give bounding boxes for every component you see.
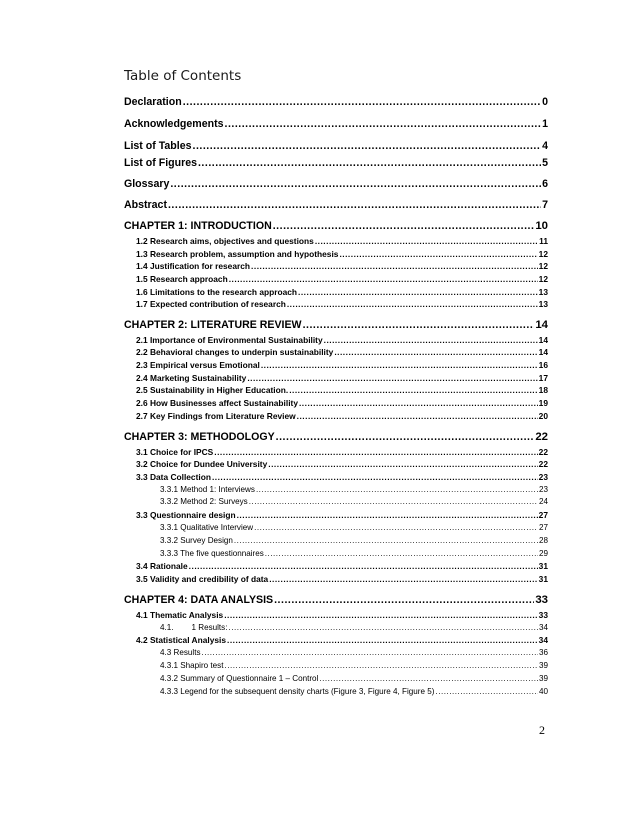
toc-entry-label: 1.7 Expected contribution of research	[136, 299, 286, 309]
toc-section-4-1[interactable]	[136, 610, 548, 620]
toc-entry-page: 0	[542, 96, 548, 108]
toc-entry-label: 2.3 Empirical versus Emotional	[136, 360, 260, 370]
toc-subsection-4-1-results[interactable]	[160, 623, 548, 632]
toc-entry-page: 17	[538, 373, 548, 383]
toc-entry-page: 27	[538, 510, 548, 520]
toc-entry-label: 3.3.2 Method 2: Surveys	[160, 497, 248, 506]
toc-leader	[225, 118, 542, 130]
toc-entry-label: CHAPTER 2: LITERATURE REVIEW	[124, 319, 302, 331]
toc-leader	[224, 661, 538, 670]
toc-entry-label: 3.5 Validity and credibility of data	[136, 574, 269, 584]
toc-section-4-2[interactable]	[136, 635, 548, 645]
toc-subsection-4-3-3[interactable]	[160, 687, 548, 696]
toc-entry-page: 14	[535, 319, 548, 331]
toc-entry-page: 33	[535, 594, 548, 606]
toc-leader	[193, 140, 542, 152]
toc-chapter-2[interactable]	[124, 319, 548, 331]
toc-entry-abstract[interactable]	[124, 199, 548, 211]
toc-entry-declaration[interactable]	[124, 96, 548, 108]
toc-entry-page: 4	[542, 140, 548, 152]
toc-entry-label: CHAPTER 4: DATA ANALYSIS	[124, 594, 274, 606]
toc-chapter-3[interactable]	[124, 431, 548, 443]
toc-leader	[202, 648, 538, 657]
toc-entry-label: 2.4 Marketing Sustainability	[136, 373, 247, 383]
toc-leader	[237, 510, 538, 520]
toc-leader	[315, 236, 538, 246]
toc-entry-label: 3.3.1 Qualitative Interview	[160, 523, 254, 532]
toc-entry-page: 22	[535, 431, 548, 443]
toc-subsection-3-3-2-survey[interactable]	[160, 536, 548, 545]
toc-leader	[189, 561, 538, 571]
toc-entry-page: 10	[535, 220, 548, 232]
toc-leader	[183, 96, 541, 108]
toc-section-1-2[interactable]	[136, 236, 548, 246]
toc-entry-label: 4.2 Statistical Analysis	[136, 635, 226, 645]
toc-entry-label: 1.6 Limitations to the research approach	[136, 287, 298, 297]
toc-entry-label: 3.1 Choice for IPCS	[136, 447, 214, 457]
toc-entry-page: 23	[538, 472, 548, 482]
toc-entry-label: 3.3 Data Collection	[136, 472, 211, 482]
toc-section-2-6[interactable]	[136, 398, 548, 408]
toc-leader	[273, 220, 535, 232]
toc-leader	[261, 360, 538, 370]
toc-entry-glossary[interactable]	[124, 178, 548, 190]
toc-subsection-4-3-1[interactable]	[160, 661, 548, 670]
toc-entry-label: 4.3.3 Legend for the subsequent density charts (Figure 3, Figure 4, Figure 5)	[160, 687, 435, 696]
toc-entry-label: 2.5 Sustainability in Higher Education.	[136, 385, 289, 395]
toc-entry-label: 2.7 Key Findings from Literature Review	[136, 411, 296, 421]
toc-entry-page: 31	[538, 561, 548, 571]
toc-entry-page: 11	[539, 236, 548, 246]
toc-entry-label: 2.6 How Businesses affect Sustainability	[136, 398, 298, 408]
toc-section-3-3[interactable]	[136, 472, 548, 482]
toc-entry-label: 3.2 Choice for Dundee University	[136, 459, 268, 469]
toc-entry-label: 4.3.1 Shapiro test	[160, 661, 224, 670]
toc-section-1-4[interactable]	[136, 261, 548, 271]
toc-leader	[214, 447, 537, 457]
toc-entry-page: 12	[538, 261, 548, 271]
toc-entry-label: Glossary	[124, 178, 170, 190]
toc-section-2-3[interactable]	[136, 360, 548, 370]
toc-entry-acknowledgements[interactable]	[124, 118, 548, 130]
toc-entry-label: 3.3.3 The five questionnaires	[160, 549, 264, 558]
toc-title: Table of Contents	[124, 68, 242, 84]
toc-entry-page: 6	[542, 178, 548, 190]
toc-entry-label: List of Figures	[124, 157, 197, 169]
toc-entry-label: 4.3 Results	[160, 648, 201, 657]
toc-section-2-4[interactable]	[136, 373, 548, 383]
toc-subsection-3-3-1[interactable]	[160, 485, 548, 494]
toc-entry-page: 40	[538, 687, 548, 696]
toc-entry-page: 14	[538, 335, 548, 345]
toc-subsection-3-3-2[interactable]	[160, 497, 548, 506]
toc-entry-page: 22	[538, 459, 548, 469]
toc-entry-label: 3.3.1 Method 1: Interviews	[160, 485, 255, 494]
toc-chapter-1[interactable]	[124, 220, 548, 232]
toc-entry-page: 12	[538, 249, 548, 259]
toc-entry-label: 3.4 Rationale	[136, 561, 188, 571]
toc-leader	[435, 687, 538, 696]
toc-entry-page: 13	[538, 287, 548, 297]
toc-entry-page: 1	[542, 118, 548, 130]
toc-leader	[198, 157, 541, 169]
toc-section-3-3-questionnaire[interactable]	[136, 510, 548, 520]
toc-section-3-5[interactable]	[136, 574, 548, 584]
toc-section-3-1[interactable]	[136, 447, 548, 457]
toc-section-2-1[interactable]	[136, 335, 548, 345]
toc-entry-page: 18	[538, 385, 548, 395]
toc-leader	[228, 623, 538, 632]
toc-entry-list-of-tables[interactable]	[124, 140, 548, 152]
toc-leader	[274, 594, 534, 606]
toc-leader	[276, 431, 535, 443]
toc-section-2-7[interactable]	[136, 411, 548, 421]
toc-section-2-2[interactable]	[136, 347, 548, 357]
toc-section-3-4[interactable]	[136, 561, 548, 571]
toc-leader	[265, 549, 538, 558]
toc-leader	[324, 335, 538, 345]
toc-leader	[229, 274, 538, 284]
toc-entry-label: 3.3 Questionnaire design	[136, 510, 236, 520]
toc-leader	[269, 574, 537, 584]
toc-entry-page: 20	[538, 411, 548, 421]
toc-entry-label: Acknowledgements	[124, 118, 224, 130]
toc-entry-page: 24	[538, 497, 548, 506]
toc-entry-label: 1.5 Research approach	[136, 274, 228, 284]
toc-entry-label: CHAPTER 1: INTRODUCTION	[124, 220, 272, 232]
toc-entry-page: 22	[538, 447, 548, 457]
toc-leader	[249, 497, 538, 506]
toc-entry-page: 39	[538, 661, 548, 670]
toc-leader	[224, 610, 537, 620]
toc-entry-label: 1.4 Justification for research	[136, 261, 251, 271]
toc-entry-label: CHAPTER 3: METHODOLOGY	[124, 431, 275, 443]
toc-leader	[303, 319, 535, 331]
toc-section-1-5[interactable]	[136, 274, 548, 284]
toc-entry-label: Declaration	[124, 96, 182, 108]
toc-leader	[339, 249, 537, 259]
page-number: 2	[539, 723, 545, 737]
toc-entry-label: Abstract	[124, 199, 167, 211]
toc-entry-label: 3.3.2 Survey Design	[160, 536, 233, 545]
toc-leader	[334, 347, 537, 357]
toc-section-1-3[interactable]	[136, 249, 548, 259]
toc-entry-page: 5	[542, 157, 548, 169]
toc-section-1-6[interactable]	[136, 287, 548, 297]
toc-entry-page: 16	[538, 360, 548, 370]
toc-entry-page: 33	[538, 610, 548, 620]
toc-entry-list-of-figures[interactable]	[124, 157, 548, 169]
toc-entry-label: 2.1 Importance of Environmental Sustainability	[136, 335, 323, 345]
toc-section-1-7[interactable]	[136, 299, 548, 309]
toc-leader	[254, 523, 538, 532]
toc-entry-label: 1.2 Research aims, objectives and questions	[136, 236, 314, 246]
toc-subsection-4-3[interactable]	[160, 648, 548, 657]
toc-section-3-2[interactable]	[136, 459, 548, 469]
toc-leader	[299, 398, 538, 408]
toc-entry-page: 13	[538, 299, 548, 309]
toc-entry-page: 19	[538, 398, 548, 408]
toc-entry-page: 34	[538, 635, 548, 645]
toc-subsection-3-3-3[interactable]	[160, 549, 548, 558]
toc-entry-page: 28	[538, 536, 548, 545]
toc-leader	[298, 287, 538, 297]
toc-leader	[287, 299, 538, 309]
toc-chapter-4[interactable]	[124, 594, 548, 606]
toc-leader	[170, 178, 541, 190]
toc-entry-page: 23	[538, 485, 548, 494]
toc-entry-page: 36	[538, 648, 548, 657]
toc-leader	[212, 472, 538, 482]
toc-entry-page: 27	[538, 523, 548, 532]
toc-leader	[234, 536, 538, 545]
toc-leader	[297, 411, 538, 421]
toc-section-2-5[interactable]	[136, 385, 548, 395]
toc-leader	[289, 385, 537, 395]
toc-leader	[256, 485, 538, 494]
toc-entry-page: 29	[538, 549, 548, 558]
toc-entry-page: 7	[542, 199, 548, 211]
toc-leader	[227, 635, 538, 645]
toc-entry-label: 2.2 Behavioral changes to underpin sustainability	[136, 347, 334, 357]
toc-entry-page: 12	[538, 274, 548, 284]
toc-leader	[247, 373, 537, 383]
toc-entry-page: 39	[538, 674, 548, 683]
toc-leader	[251, 261, 538, 271]
toc-leader	[268, 459, 537, 469]
toc-entry-label: 4.1. 1 Results:	[160, 623, 228, 632]
toc-leader	[168, 199, 541, 211]
toc-entry-page: 14	[538, 347, 548, 357]
toc-entry-page: 31	[538, 574, 548, 584]
toc-entry-label: 1.3 Research problem, assumption and hypothesis	[136, 249, 339, 259]
toc-subsection-3-3-1-qualitative[interactable]	[160, 523, 548, 532]
toc-entry-label: List of Tables	[124, 140, 192, 152]
toc-subsection-4-3-2[interactable]	[160, 674, 548, 683]
toc-leader	[319, 674, 538, 683]
toc-entry-label: 4.3.2 Summary of Questionnaire 1 – Control	[160, 674, 319, 683]
toc-entry-page: 34	[538, 623, 548, 632]
toc-entry-label: 4.1 Thematic Analysis	[136, 610, 224, 620]
